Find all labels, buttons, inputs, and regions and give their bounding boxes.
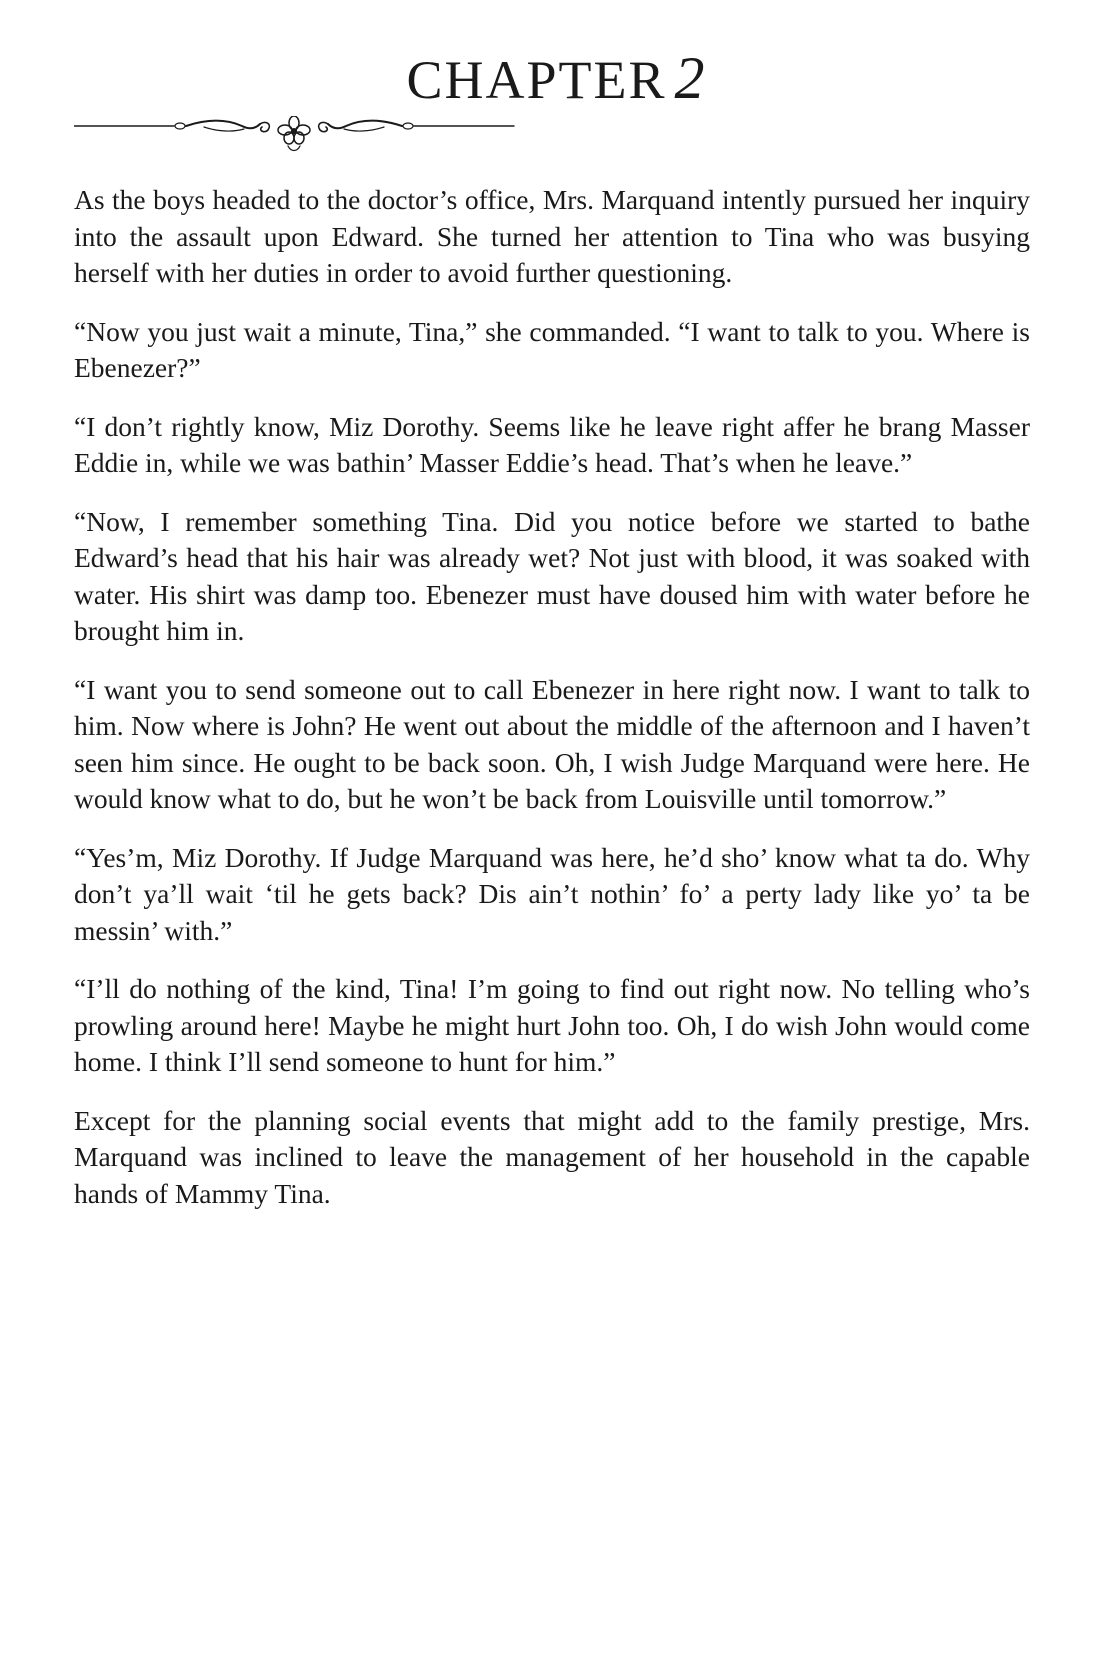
chapter-body <box>74 182 1030 1234</box>
chapter-number: 2 <box>674 45 706 111</box>
chapter-word: CHAPTER <box>406 50 667 110</box>
paragraph: “Now, I remember something Tina. Did you notice before we started to bathe Edward’s head that his hair was already wet? Not just with blood, it was soaked with water. His shirt was damp too. Ebenezer must have doused him with water before he brought him in. <box>74 505 1030 646</box>
floral-divider-icon <box>74 116 544 160</box>
paragraph: “Yes’m, Miz Dorothy. If Judge Marquand was here, he’d sho’ know what ta do. Why don’t ya’ll wait ‘til he gets back? Dis ain’t nothin’ fo’ a perty lady like yo’ ta be messin’ with.” <box>74 841 1030 946</box>
paragraph: “I want you to send someone out to call Ebenezer in here right now. I want to talk to him. Now where is John? He went out about the middle of the afternoon and I haven’t seen him since. He ought to be back soon. Oh, I wish Judge Marquand were here. He would know what to do, but he won’t be back from Louisville until tomorrow.” <box>74 673 1030 814</box>
paragraph: Except for the planning social events that might add to the family prestige, Mrs. Marquand was inclined to leave the management of her household in the capable hands of Mammy Tina. <box>74 1104 1030 1209</box>
paragraph: As the boys headed to the doctor’s office, Mrs. Marquand intently pursued her inquiry into the assault upon Edward. She turned her attention to Tina who was busying herself with her duties in order to avoid further questioning. <box>74 184 1030 288</box>
paragraph: “I’ll do nothing of the kind, Tina! I’m going to find out right now. No telling who’s prowling around here! Maybe he might hurt John too. Oh, I do wish John would come home. I think I’ll send someone to hunt for him.” <box>74 973 1030 1077</box>
paragraph: “Now you just wait a minute, Tina,” she commanded. “I want to talk to you. Where is Ebenezer?” <box>74 315 1030 383</box>
paragraph: “I don’t rightly know, Miz Dorothy. Seems like he leave right affer he brang Masser Eddie in, while we was bathin’ Masser Eddie’s head. That’s when he leave.” <box>74 410 1030 478</box>
chapter-heading <box>0 45 1112 111</box>
